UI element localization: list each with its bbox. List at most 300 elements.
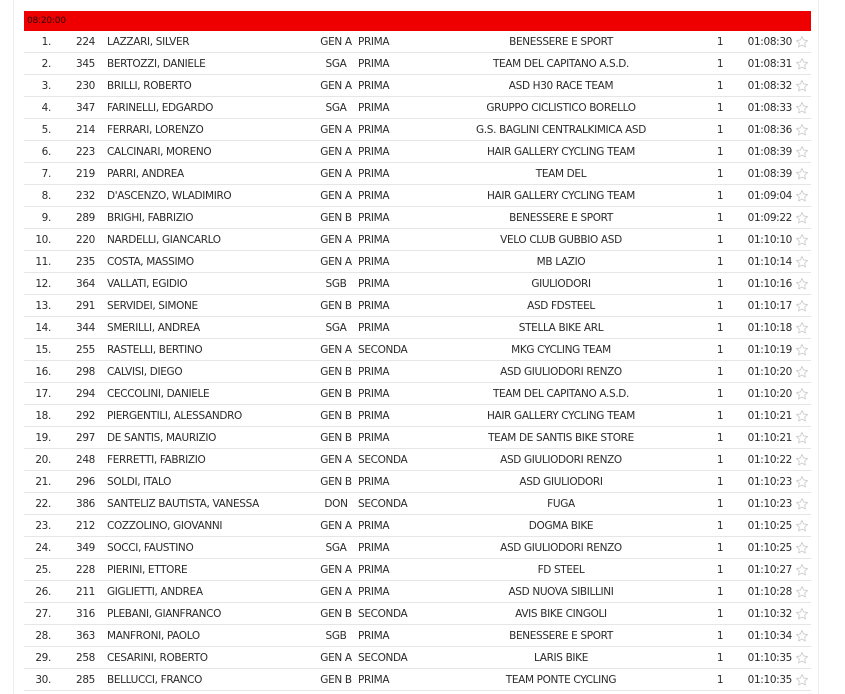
result-row — [24, 119, 811, 141]
position: 20. — [35, 454, 51, 466]
result-row — [24, 75, 811, 97]
star-outline-icon[interactable] — [795, 101, 811, 115]
finish-time: 01:09:22 — [747, 212, 792, 224]
finish-time: 01:10:23 — [747, 498, 792, 510]
bib-number: 211 — [76, 586, 95, 598]
star-outline-icon[interactable] — [795, 497, 811, 511]
result-row — [24, 449, 811, 471]
category: GEN A — [320, 80, 352, 92]
finish-time: 01:10:20 — [747, 366, 792, 378]
result-row — [24, 295, 811, 317]
bib-number: 297 — [76, 432, 95, 444]
class: PRIMA — [358, 256, 390, 268]
finish-time: 01:08:39 — [747, 146, 792, 158]
rider-name: FARINELLI, EDGARDO — [107, 102, 213, 114]
team-name: TEAM PONTE CYCLING — [505, 674, 617, 686]
team-name: AVIS BIKE CINGOLI — [515, 608, 607, 620]
rider-name: D'ASCENZO, WLADIMIRO — [107, 190, 232, 202]
category: GEN A — [320, 344, 352, 356]
finish-time: 01:10:10 — [747, 234, 792, 246]
class: PRIMA — [358, 80, 390, 92]
star-outline-icon[interactable] — [795, 167, 811, 181]
position: 21. — [35, 476, 51, 488]
bib-number: 285 — [76, 674, 95, 686]
laps: 1 — [716, 58, 724, 70]
team-name: HAIR GALLERY CYCLING TEAM — [487, 190, 635, 202]
finish-time: 01:10:20 — [747, 388, 792, 400]
finish-time: 01:10:34 — [747, 630, 792, 642]
team-name: TEAM DEL CAPITANO A.S.D. — [492, 388, 630, 400]
finish-time: 01:10:22 — [747, 454, 792, 466]
class: PRIMA — [358, 520, 390, 532]
result-row — [24, 317, 811, 339]
class: PRIMA — [358, 124, 390, 136]
bib-number: 292 — [76, 410, 95, 422]
category: GEN B — [320, 432, 352, 444]
finish-time: 01:10:17 — [747, 300, 792, 312]
rider-name: PIERINI, ETTORE — [107, 564, 188, 576]
result-row — [24, 53, 811, 75]
bib-number: 212 — [76, 520, 95, 532]
rider-name: SOCCI, FAUSTINO — [107, 542, 194, 554]
bib-number: 235 — [76, 256, 95, 268]
start-time-bar — [24, 11, 811, 31]
bib-number: 228 — [76, 564, 95, 576]
bib-number: 220 — [76, 234, 95, 246]
team-name: TEAM DE SANTIS BIKE STORE — [488, 432, 634, 444]
result-row — [24, 669, 811, 691]
laps: 1 — [716, 498, 724, 510]
result-row — [24, 31, 811, 53]
team-name: ASD GIULIODORI RENZO — [500, 542, 622, 554]
rider-name: CECCOLINI, DANIELE — [107, 388, 210, 400]
class: PRIMA — [358, 410, 390, 422]
laps: 1 — [716, 344, 724, 356]
position: 4. — [41, 102, 51, 114]
result-row — [24, 537, 811, 559]
team-name: ASD GIULIODORI RENZO — [500, 366, 622, 378]
finish-time: 01:10:14 — [747, 256, 792, 268]
star-outline-icon[interactable] — [795, 57, 811, 71]
star-outline-icon[interactable] — [795, 453, 811, 467]
bib-number: 232 — [76, 190, 95, 202]
bib-number: 214 — [76, 124, 95, 136]
class: PRIMA — [358, 146, 390, 158]
result-row — [24, 229, 811, 251]
category: SGA — [325, 58, 347, 70]
laps: 1 — [716, 476, 724, 488]
results-list — [24, 31, 811, 691]
class: PRIMA — [358, 322, 390, 334]
class: PRIMA — [358, 234, 390, 246]
team-name: FD STEEL — [537, 564, 585, 576]
rider-name: BRILLI, ROBERTO — [107, 80, 192, 92]
bib-number: 363 — [76, 630, 95, 642]
star-outline-icon[interactable] — [795, 255, 811, 269]
rider-name: BERTOZZI, DANIELE — [107, 58, 206, 70]
class: PRIMA — [358, 564, 390, 576]
finish-time: 01:10:32 — [747, 608, 792, 620]
position: 17. — [35, 388, 51, 400]
team-name: GRUPPO CICLISTICO BORELLO — [486, 102, 636, 114]
rider-name: PLEBANI, GIANFRANCO — [107, 608, 221, 620]
finish-time: 01:10:25 — [747, 520, 792, 532]
category: GEN A — [320, 520, 352, 532]
bib-number: 345 — [76, 58, 95, 70]
star-outline-icon[interactable] — [795, 651, 811, 665]
class: SECONDA — [358, 344, 408, 356]
star-outline-icon[interactable] — [795, 585, 811, 599]
team-name: MB LAZIO — [536, 256, 586, 268]
position: 13. — [35, 300, 51, 312]
result-row — [24, 625, 811, 647]
star-outline-icon[interactable] — [795, 343, 811, 357]
bib-number: 386 — [76, 498, 95, 510]
bib-number: 230 — [76, 80, 95, 92]
team-name: VELO CLUB GUBBIO ASD — [500, 234, 622, 246]
star-outline-icon[interactable] — [795, 387, 811, 401]
class: PRIMA — [358, 388, 390, 400]
result-row — [24, 647, 811, 669]
star-outline-icon[interactable] — [795, 145, 811, 159]
finish-time: 01:09:04 — [747, 190, 792, 202]
bib-number: 349 — [76, 542, 95, 554]
rider-name: SMERILLI, ANDREA — [107, 322, 200, 334]
class: SECONDA — [358, 652, 408, 664]
finish-time: 01:10:25 — [747, 542, 792, 554]
result-row — [24, 581, 811, 603]
team-name: GIULIODORI — [531, 278, 591, 290]
results-table — [24, 11, 811, 691]
result-row — [24, 603, 811, 625]
rider-name: COSTA, MASSIMO — [107, 256, 194, 268]
position: 15. — [35, 344, 51, 356]
star-outline-icon[interactable] — [795, 321, 811, 335]
laps: 1 — [716, 674, 724, 686]
category: SGA — [325, 322, 347, 334]
laps: 1 — [716, 608, 724, 620]
bib-number: 347 — [76, 102, 95, 114]
position: 5. — [41, 124, 51, 136]
result-row — [24, 515, 811, 537]
position: 11. — [35, 256, 51, 268]
laps: 1 — [716, 542, 724, 554]
category: GEN A — [320, 256, 352, 268]
position: 28. — [35, 630, 51, 642]
laps: 1 — [716, 124, 724, 136]
star-outline-icon[interactable] — [795, 409, 811, 423]
finish-time: 01:10:28 — [747, 586, 792, 598]
laps: 1 — [716, 212, 724, 224]
result-row — [24, 383, 811, 405]
star-outline-icon[interactable] — [795, 519, 811, 533]
rider-name: FERRETTI, FABRIZIO — [107, 454, 206, 466]
category: GEN B — [320, 388, 352, 400]
laps: 1 — [716, 146, 724, 158]
rider-name: VALLATI, EGIDIO — [107, 278, 188, 290]
class: SECONDA — [358, 454, 408, 466]
team-name: LARIS BIKE — [534, 652, 588, 664]
team-name: ASD FDSTEEL — [527, 300, 595, 312]
laps: 1 — [716, 410, 724, 422]
rider-name: COZZOLINO, GIOVANNI — [107, 520, 223, 532]
laps: 1 — [716, 80, 724, 92]
result-row — [24, 185, 811, 207]
result-row — [24, 361, 811, 383]
class: PRIMA — [358, 36, 390, 48]
team-name: STELLA BIKE ARL — [518, 322, 604, 334]
rider-name: CALCINARI, MORENO — [107, 146, 212, 158]
position: 26. — [35, 586, 51, 598]
star-outline-icon[interactable] — [795, 211, 811, 225]
bib-number: 298 — [76, 366, 95, 378]
result-row — [24, 251, 811, 273]
rider-name: FERRARI, LORENZO — [107, 124, 204, 136]
category: SGB — [325, 278, 347, 290]
category: GEN B — [320, 300, 352, 312]
position: 22. — [35, 498, 51, 510]
bib-number: 364 — [76, 278, 95, 290]
team-name: MKG CYCLING TEAM — [511, 344, 611, 356]
laps: 1 — [716, 234, 724, 246]
star-outline-icon[interactable] — [795, 629, 811, 643]
bib-number: 224 — [76, 36, 95, 48]
finish-time: 01:10:23 — [747, 476, 792, 488]
result-row — [24, 273, 811, 295]
finish-time: 01:10:35 — [747, 652, 792, 664]
team-name: ASD H30 RACE TEAM — [508, 80, 614, 92]
category: GEN B — [320, 410, 352, 422]
team-name: BENESSERE E SPORT — [509, 36, 613, 48]
position: 3. — [41, 80, 51, 92]
laps: 1 — [716, 454, 724, 466]
category: GEN A — [320, 454, 352, 466]
bib-number: 294 — [76, 388, 95, 400]
rider-name: GIGLIETTI, ANDREA — [107, 586, 203, 598]
star-outline-icon[interactable] — [795, 189, 811, 203]
finish-time: 01:08:39 — [747, 168, 792, 180]
category: GEN B — [320, 608, 352, 620]
category: DON — [324, 498, 348, 510]
result-row — [24, 163, 811, 185]
laps: 1 — [716, 322, 724, 334]
star-outline-icon[interactable] — [795, 563, 811, 577]
category: GEN B — [320, 476, 352, 488]
category: GEN A — [320, 652, 352, 664]
team-name: ASD GIULIODORI RENZO — [500, 454, 622, 466]
bib-number: 223 — [76, 146, 95, 158]
finish-time: 01:08:30 — [747, 36, 792, 48]
position: 2. — [41, 58, 51, 70]
position: 30. — [35, 674, 51, 686]
team-name: FUGA — [547, 498, 575, 510]
position: 7. — [41, 168, 51, 180]
position: 10. — [35, 234, 51, 246]
result-row — [24, 493, 811, 515]
team-name: BENESSERE E SPORT — [509, 630, 613, 642]
result-row — [24, 141, 811, 163]
rider-name: LAZZARI, SILVER — [107, 36, 190, 48]
team-name: G.S. BAGLINI CENTRALKIMICA ASD — [476, 124, 646, 136]
laps: 1 — [716, 652, 724, 664]
class: SECONDA — [358, 498, 408, 510]
category: GEN A — [320, 146, 352, 158]
category: SGA — [325, 542, 347, 554]
bib-number: 296 — [76, 476, 95, 488]
team-name: HAIR GALLERY CYCLING TEAM — [487, 146, 635, 158]
bib-number: 258 — [76, 652, 95, 664]
bib-number: 289 — [76, 212, 95, 224]
laps: 1 — [716, 278, 724, 290]
start-time: 08:20:00 — [27, 16, 66, 26]
finish-time: 01:08:33 — [747, 102, 792, 114]
category: GEN B — [320, 366, 352, 378]
class: PRIMA — [358, 168, 390, 180]
rider-name: SANTELIZ BAUTISTA, VANESSA — [107, 498, 259, 510]
position: 14. — [35, 322, 51, 334]
team-name: DOGMA BIKE — [528, 520, 594, 532]
result-row — [24, 207, 811, 229]
laps: 1 — [716, 366, 724, 378]
star-outline-icon[interactable] — [795, 365, 811, 379]
position: 12. — [35, 278, 51, 290]
rider-name: BELLUCCI, FRANCO — [107, 674, 203, 686]
class: PRIMA — [358, 278, 390, 290]
laps: 1 — [716, 36, 724, 48]
position: 27. — [35, 608, 51, 620]
position: 18. — [35, 410, 51, 422]
team-name: HAIR GALLERY CYCLING TEAM — [487, 410, 635, 422]
class: PRIMA — [358, 674, 390, 686]
position: 8. — [41, 190, 51, 202]
star-outline-icon[interactable] — [795, 79, 811, 93]
class: PRIMA — [358, 366, 390, 378]
position: 6. — [41, 146, 51, 158]
result-row — [24, 339, 811, 361]
laps: 1 — [716, 300, 724, 312]
star-outline-icon[interactable] — [795, 541, 811, 555]
laps: 1 — [716, 388, 724, 400]
rider-name: NARDELLI, GIANCARLO — [107, 234, 221, 246]
star-outline-icon[interactable] — [795, 475, 811, 489]
rider-name: SOLDI, ITALO — [107, 476, 172, 488]
finish-time: 01:08:32 — [747, 80, 792, 92]
rider-name: PARRI, ANDREA — [107, 168, 184, 180]
class: PRIMA — [358, 58, 390, 70]
class: PRIMA — [358, 542, 390, 554]
star-outline-icon[interactable] — [795, 123, 811, 137]
finish-time: 01:10:35 — [747, 674, 792, 686]
class: PRIMA — [358, 476, 390, 488]
result-row — [24, 471, 811, 493]
category: SGA — [325, 102, 347, 114]
rider-name: SERVIDEI, SIMONE — [107, 300, 198, 312]
finish-time: 01:10:18 — [747, 322, 792, 334]
result-row — [24, 97, 811, 119]
bib-number: 248 — [76, 454, 95, 466]
category: GEN B — [320, 212, 352, 224]
category: GEN A — [320, 168, 352, 180]
bib-number: 316 — [76, 608, 95, 620]
laps: 1 — [716, 432, 724, 444]
rider-name: MANFRONI, PAOLO — [107, 630, 200, 642]
finish-time: 01:10:16 — [747, 278, 792, 290]
bib-number: 219 — [76, 168, 95, 180]
rider-name: RASTELLI, BERTINO — [107, 344, 203, 356]
position: 25. — [35, 564, 51, 576]
class: PRIMA — [358, 432, 390, 444]
position: 23. — [35, 520, 51, 532]
team-name: TEAM DEL CAPITANO A.S.D. — [492, 58, 630, 70]
category: GEN B — [320, 674, 352, 686]
rider-name: PIERGENTILI, ALESSANDRO — [107, 410, 242, 422]
finish-time: 01:10:27 — [747, 564, 792, 576]
class: PRIMA — [358, 212, 390, 224]
star-outline-icon[interactable] — [795, 607, 811, 621]
team-name: TEAM DEL — [535, 168, 587, 180]
position: 16. — [35, 366, 51, 378]
star-outline-icon[interactable] — [795, 299, 811, 313]
rider-name: CALVISI, DIEGO — [107, 366, 183, 378]
category: GEN A — [320, 586, 352, 598]
star-outline-icon[interactable] — [795, 277, 811, 291]
position: 9. — [41, 212, 51, 224]
position: 29. — [35, 652, 51, 664]
team-name: ASD GIULIODORI — [519, 476, 603, 488]
team-name: ASD NUOVA SIBILLINI — [508, 586, 614, 598]
class: PRIMA — [358, 102, 390, 114]
laps: 1 — [716, 630, 724, 642]
laps: 1 — [716, 586, 724, 598]
class: PRIMA — [358, 630, 390, 642]
laps: 1 — [716, 256, 724, 268]
laps: 1 — [716, 102, 724, 114]
bib-number: 291 — [76, 300, 95, 312]
position: 19. — [35, 432, 51, 444]
laps: 1 — [716, 564, 724, 576]
category: GEN A — [320, 234, 352, 246]
category: GEN A — [320, 190, 352, 202]
class: PRIMA — [358, 190, 390, 202]
result-row — [24, 427, 811, 449]
finish-time: 01:10:21 — [747, 432, 792, 444]
finish-time: 01:10:19 — [747, 344, 792, 356]
position: 24. — [35, 542, 51, 554]
star-outline-icon[interactable] — [795, 233, 811, 247]
category: SGB — [325, 630, 347, 642]
bib-number: 344 — [76, 322, 95, 334]
laps: 1 — [716, 168, 724, 180]
finish-time: 01:10:21 — [747, 410, 792, 422]
rider-name: CESARINI, ROBERTO — [107, 652, 208, 664]
category: GEN A — [320, 124, 352, 136]
finish-time: 01:08:31 — [747, 58, 792, 70]
laps: 1 — [716, 190, 724, 202]
bib-number: 255 — [76, 344, 95, 356]
star-outline-icon[interactable] — [795, 673, 811, 687]
rider-name: BRIGHI, FABRIZIO — [107, 212, 194, 224]
class: PRIMA — [358, 300, 390, 312]
category: GEN A — [320, 36, 352, 48]
result-row — [24, 559, 811, 581]
team-name: BENESSERE E SPORT — [509, 212, 613, 224]
star-outline-icon[interactable] — [795, 35, 811, 49]
class: SECONDA — [358, 608, 408, 620]
category: GEN A — [320, 564, 352, 576]
finish-time: 01:08:36 — [747, 124, 792, 136]
result-row — [24, 405, 811, 427]
star-outline-icon[interactable] — [795, 431, 811, 445]
